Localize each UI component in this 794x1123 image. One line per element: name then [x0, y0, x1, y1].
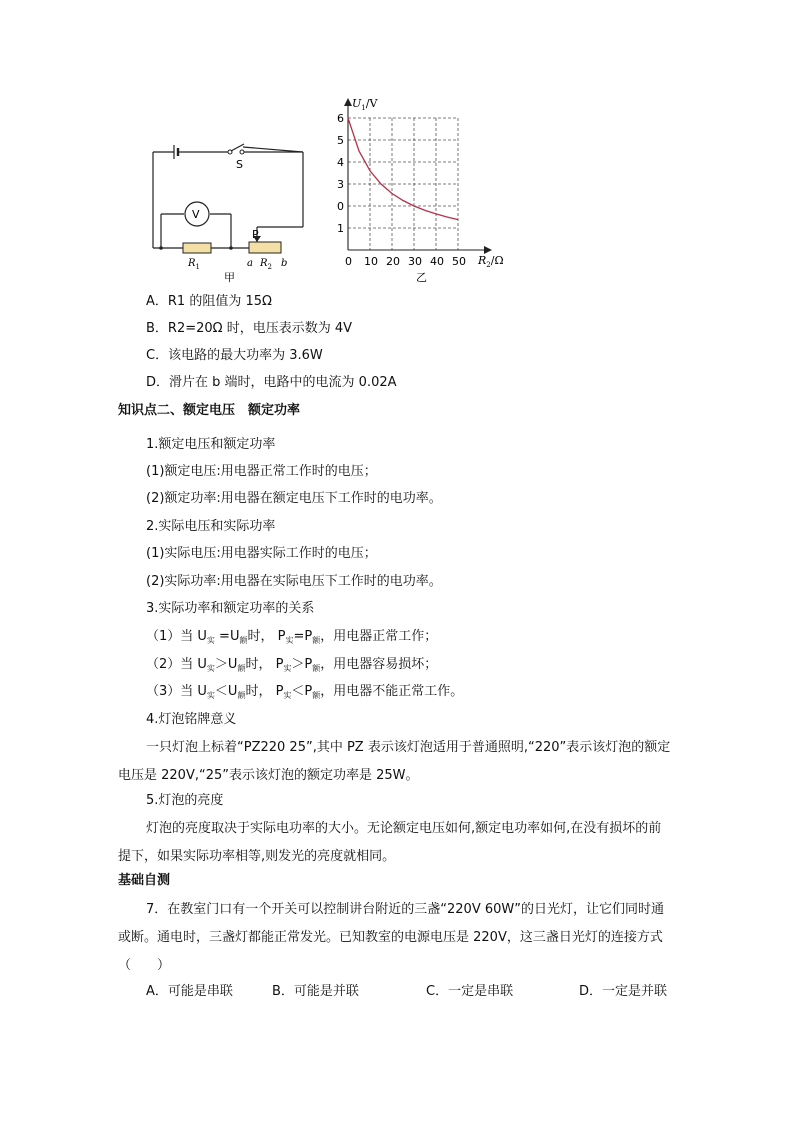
x-tick-label: 0: [345, 255, 352, 268]
circuit-diagram-jia: [140, 130, 320, 285]
question-7-text: 7．在教室门口有一个开关可以控制讲台附近的三盏“220V 60W”的日光灯，让它们同时通或断。通电时，三盏灯都能正常发光。已知教室的电源电压是 220V，这三盏日光灯的连接方式（ ）: [118, 902, 664, 973]
item-1-2: (2)额定功率:用电器在额定电压下工作时的电功率。: [146, 491, 442, 506]
x-tick-label: 50: [452, 255, 466, 268]
x-axis-label: $R_2/\Omega$: [478, 254, 504, 269]
option-d: D．滑片在 b 端时，电路中的电流为 0.02A: [146, 375, 397, 390]
switch-label: S: [236, 158, 243, 171]
y-axis-arrow-icon: [344, 98, 352, 106]
item-1-1: (1)额定电压:用电器正常工作时的电压；: [146, 464, 377, 479]
x-tick-label: 10: [364, 255, 378, 268]
option-b: B．R2=20Ω 时，电压表示数为 4V: [146, 321, 353, 336]
y-tick-label: 3: [337, 178, 344, 191]
x-tick-label: 30: [408, 255, 422, 268]
q7-option-a: A．可能是串联: [146, 984, 233, 999]
y-tick-label: 4: [337, 156, 344, 169]
item-1-title: 1.额定电压和额定功率: [146, 437, 276, 452]
item-4-title: 4.灯泡铭牌意义: [146, 712, 237, 727]
item-2-2: (2)实际功率:用电器在实际电压下工作时的电功率。: [146, 574, 442, 589]
y-tick-label: 0: [337, 200, 344, 213]
q7-option-d: D．一定是并联: [579, 984, 668, 999]
rheostat-r2: [249, 242, 281, 253]
y-tick-label: 1: [337, 222, 344, 235]
a-label: a: [247, 258, 253, 269]
r2-label: $R_2$: [260, 258, 272, 271]
item-2-1: (1)实际电压:用电器实际工作时的电压；: [146, 546, 377, 561]
option-a: A．R1 的阻值为 15Ω: [146, 294, 272, 309]
figure-jia-caption: 甲: [224, 271, 235, 284]
r1-label: $R_1$: [188, 258, 200, 271]
y-tick-label: 6: [337, 112, 344, 125]
y-axis-label: $U_1/V$: [352, 97, 378, 112]
figure-yi-caption: 乙: [416, 271, 427, 284]
item-3-title: 3.实际功率和额定功率的关系: [146, 601, 315, 616]
option-c: C．该电路的最大功率为 3.6W: [146, 348, 323, 363]
x-tick-label: 40: [430, 255, 444, 268]
section-heading-self-test: 基础自测: [118, 873, 171, 888]
relation-row: （3）当 $U_实<U_额$时， $P_实<P_额$，用电器不能正常工作。: [146, 684, 464, 700]
graph-yi: [332, 90, 522, 285]
switch-contact: [240, 150, 244, 154]
relation-row: （2）当 $U_实>U_额$时， $P_实>P_额$，用电器容易损坏；: [146, 657, 438, 673]
item-5-title: 5.灯泡的亮度: [146, 793, 224, 808]
u1-curve: [348, 118, 458, 220]
voltmeter-label: V: [192, 208, 200, 221]
item-4-text: 一只灯泡上标着“PZ220 25”,其中 PZ 表示该灯泡适用于普通照明,“220”表示该灯泡的额定电压是 220V,“25”表示该灯泡的额定功率是 25W。: [118, 740, 671, 783]
b-label: b: [281, 258, 288, 269]
item-5-text: 灯泡的亮度取决于实际电功率的大小。无论额定电压如何,额定电功率如何,在没有损坏的前提下，如果实际功率相等,则发光的亮度就相同。: [118, 821, 662, 864]
section-heading-rated: 知识点二、额定电压 额定功率: [118, 403, 301, 418]
relation-row: （1）当 $U_实 =U_额$时， $P_实=P_额$，用电器正常工作；: [146, 629, 438, 645]
q7-option-b: B．可能是并联: [272, 984, 359, 999]
junction-dot: [229, 246, 233, 250]
resistor-r1: [183, 243, 211, 253]
junction-dot: [159, 246, 163, 250]
x-tick-label: 20: [386, 255, 400, 268]
y-tick-label: 5: [337, 134, 344, 147]
item-2-title: 2.实际电压和实际功率: [146, 519, 276, 534]
q7-option-c: C．一定是串联: [426, 984, 514, 999]
x-axis-arrow-icon: [484, 246, 492, 254]
slider-label: P: [252, 228, 259, 241]
